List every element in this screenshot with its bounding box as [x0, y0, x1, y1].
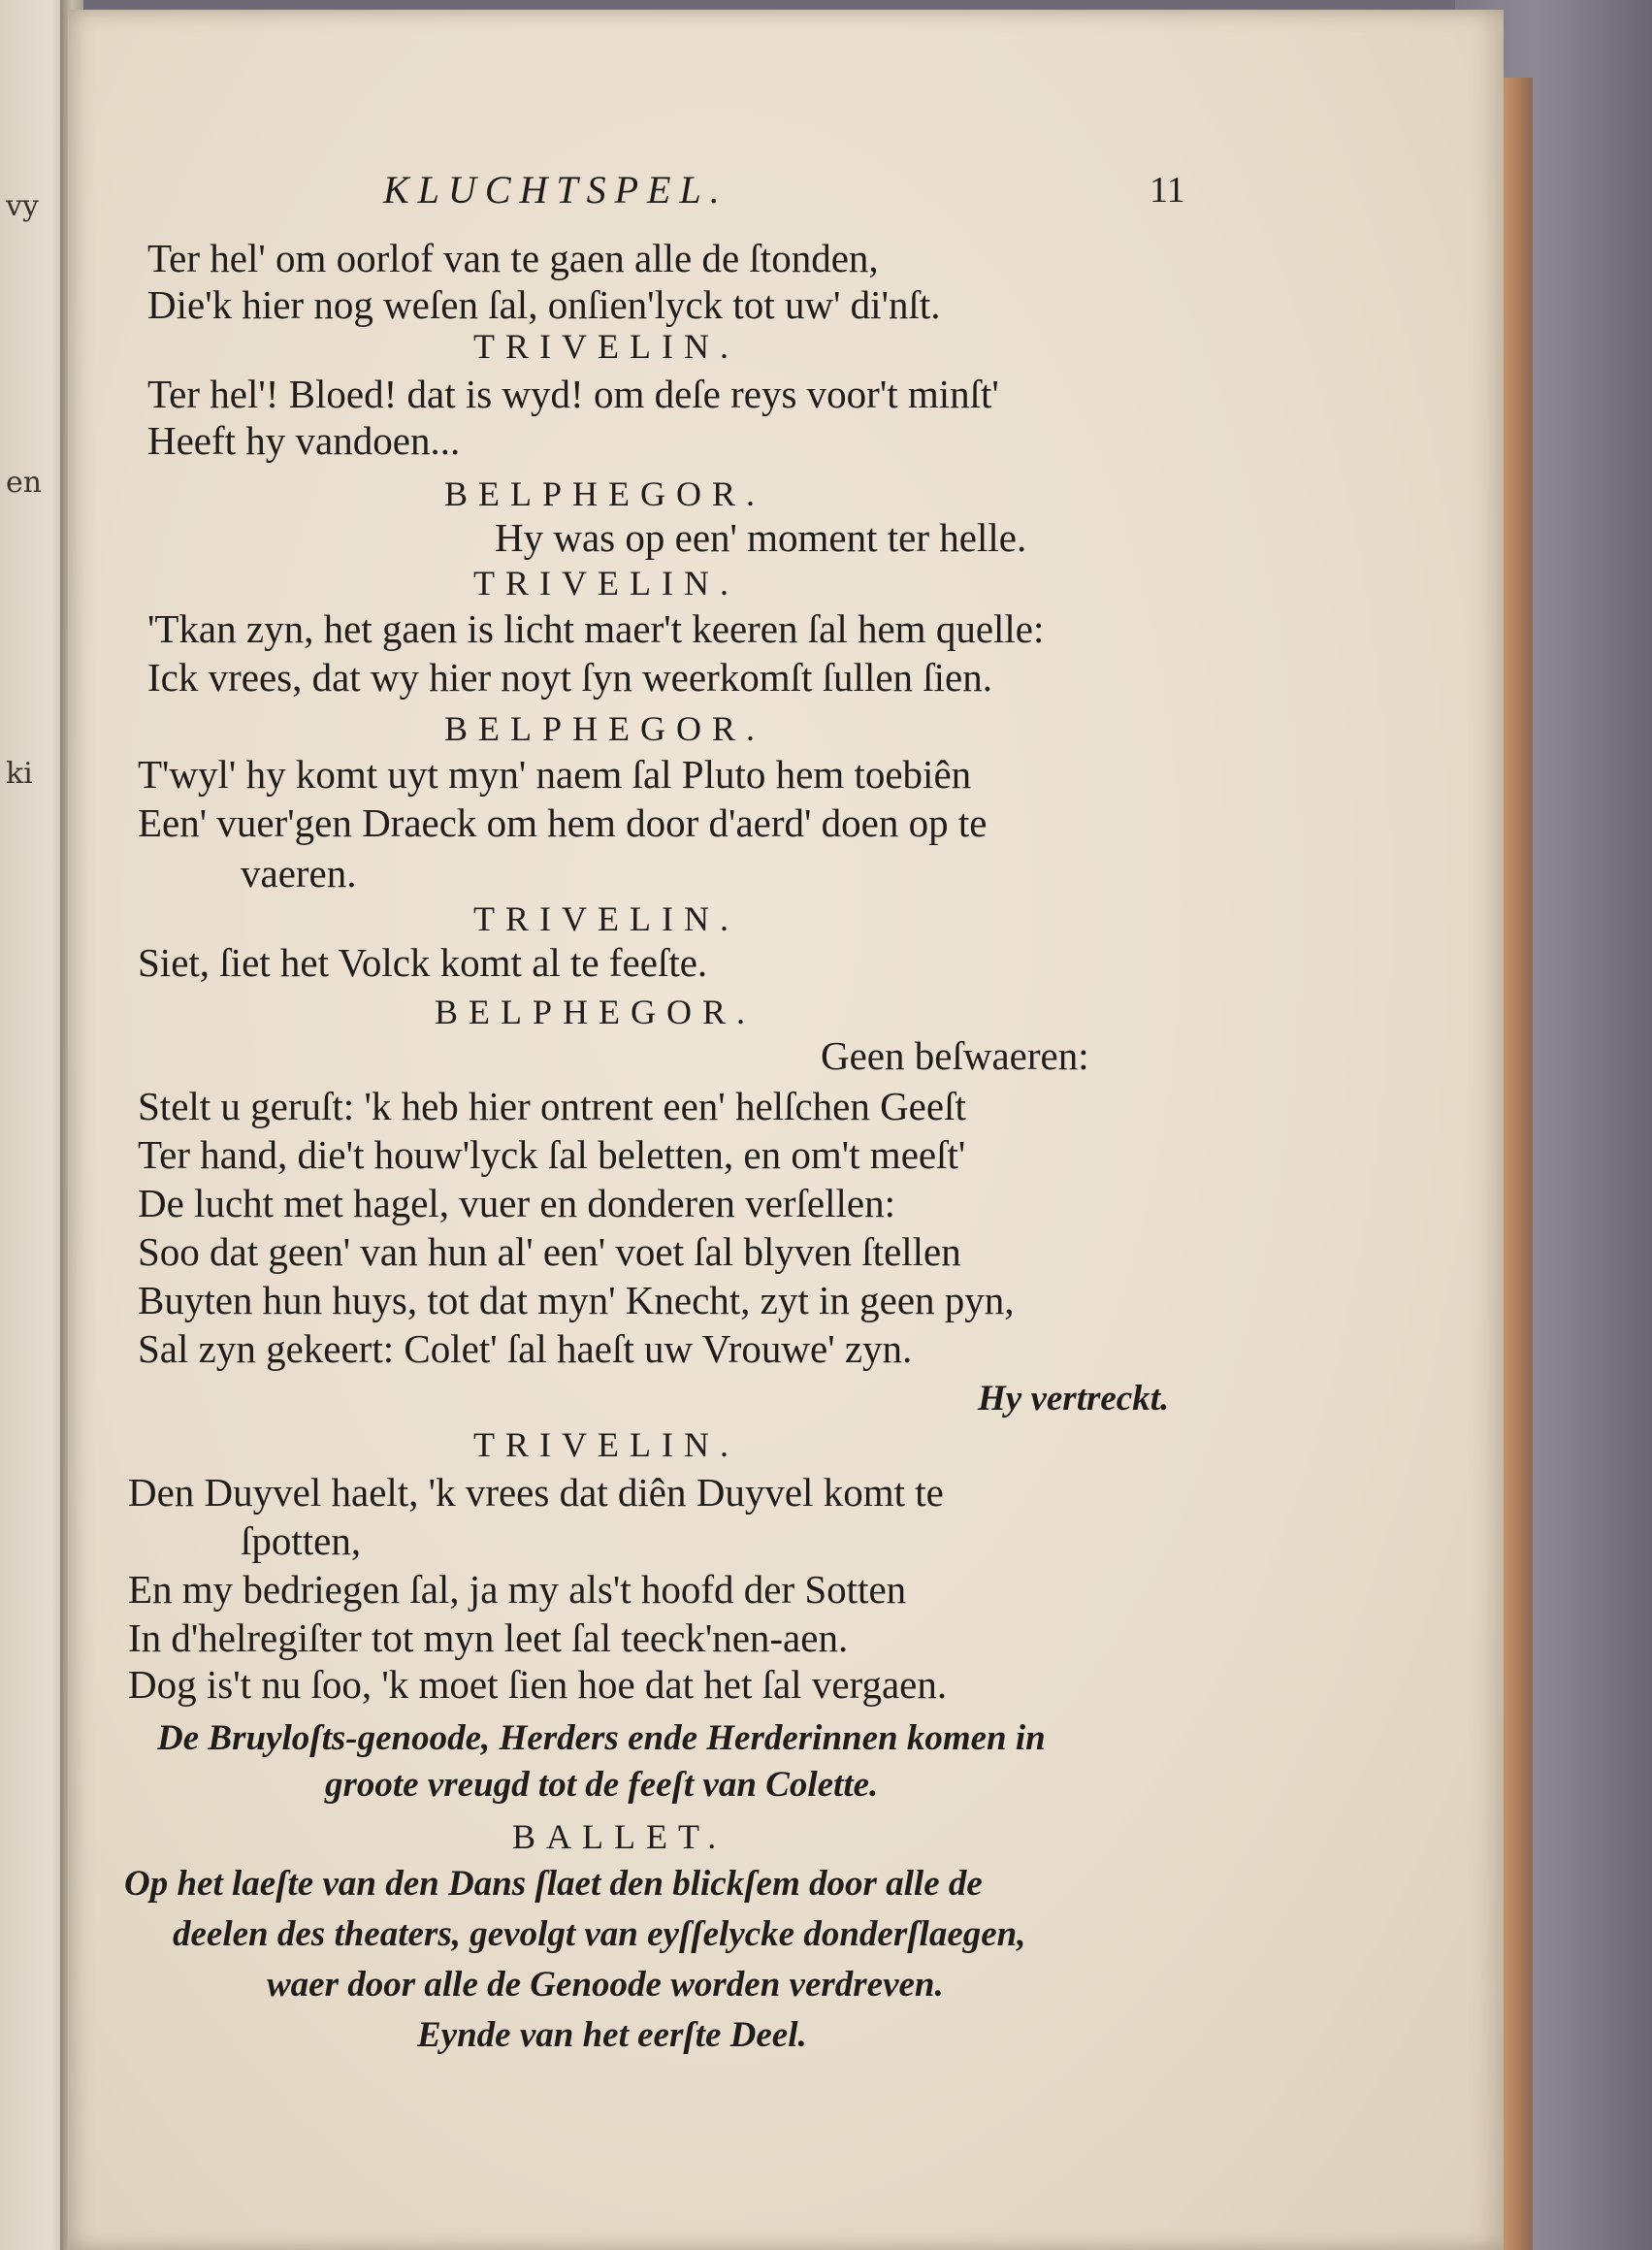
- verse-line: Sal zyn gekeert: Colet' ſal haeſt uw Vrouwe' zyn.: [138, 1326, 913, 1371]
- speaker-name: BELPHEGOR.: [444, 709, 766, 748]
- verse-line: Ick vrees, dat wy hier noyt ſyn weerkomſt ſullen ſien.: [147, 655, 993, 700]
- verse-line: En my bedriegen ſal, ja my als't hoofd der Sotten: [128, 1567, 907, 1612]
- verse-line: Een' vuer'gen Draeck om hem door d'aerd' doen op te: [138, 800, 988, 845]
- facing-page-fragment: vy: [6, 189, 39, 223]
- verse-line: 'Tkan zyn, het gaen is licht maer't keeren ſal hem quelle:: [147, 606, 1045, 651]
- verse-line: De lucht met hagel, vuer en donderen verſellen:: [138, 1181, 895, 1225]
- stage-direction: De Bruyloſts-genoode, Herders ende Herderinnen komen in: [157, 1718, 1046, 1758]
- speaker-name: TRIVELIN.: [473, 899, 739, 938]
- verse-line: In d'helregiſter tot myn leet ſal teeck'nen-aen.: [128, 1615, 849, 1660]
- stage-direction: deelen des theaters, gevolgt van eyſſelycke donderſlaegen,: [173, 1914, 1026, 1954]
- verse-line: Siet, ſiet het Volck komt al te feeſte.: [138, 940, 708, 985]
- page-number: 11: [1150, 170, 1185, 211]
- verse-line: Die'k hier nog weſen ſal, onſien'lyck tot uw' di'nſt.: [147, 282, 941, 327]
- end-of-part: Eynde van het eerſte Deel.: [417, 2015, 807, 2055]
- verse-line: vaeren.: [241, 851, 357, 896]
- verse-line: Heeft hy vandoen...: [147, 418, 461, 463]
- verse-line: Stelt u geruſt: 'k heb hier ontrent een' helſchen Geeſt: [138, 1084, 966, 1128]
- facing-page-fragment: ki: [6, 757, 33, 791]
- speaker-name: TRIVELIN.: [473, 327, 739, 366]
- book-page: [68, 10, 1504, 2250]
- verse-line: Hy was op een' moment ter helle.: [495, 515, 1027, 560]
- speaker-name: BELPHEGOR.: [435, 993, 757, 1031]
- verse-line: Den Duyvel haelt, 'k vrees dat diên Duyvel komt te: [128, 1470, 944, 1515]
- section-heading-ballet: BALLET.: [512, 1817, 728, 1856]
- speaker-name: TRIVELIN.: [473, 1425, 739, 1464]
- verse-line: ſpotten,: [241, 1518, 362, 1563]
- running-head: KLUCHTSPEL.: [383, 168, 729, 212]
- verse-line: Buyten hun huys, tot dat myn' Knecht, zyt in geen pyn,: [138, 1278, 1015, 1322]
- verse-line: Soo dat geen' van hun al' een' voet ſal blyven ſtellen: [138, 1229, 961, 1274]
- speaker-name: TRIVELIN.: [473, 564, 739, 603]
- stage-direction: groote vreugd tot de feeſt van Colette.: [325, 1765, 879, 1805]
- speaker-name: BELPHEGOR.: [444, 474, 766, 513]
- verse-line: Geen beſwaeren:: [821, 1033, 1089, 1078]
- verse-line: Ter hel'! Bloed! dat is wyd! om deſe reys voor't minſt': [147, 372, 999, 416]
- stage-direction: Op het laeſte van den Dans ſlaet den blickſem door alle de: [124, 1864, 983, 1904]
- stage-direction: Hy vertreckt.: [978, 1379, 1170, 1418]
- verse-line: Ter hand, die't houw'lyck ſal beletten, en om't meeſt': [138, 1132, 966, 1177]
- stage-direction: waer door alle de Genoode worden verdreven.: [267, 1965, 944, 2005]
- verse-line: Dog is't nu ſoo, 'k moet ſien hoe dat het ſal vergaen.: [128, 1662, 948, 1707]
- facing-page-fragment: en: [6, 466, 43, 500]
- verse-line: T'wyl' hy komt uyt myn' naem ſal Pluto hem toebiên: [138, 752, 972, 797]
- verse-line: Ter hel' om oorlof van te gaen alle de ſtonden,: [147, 236, 879, 280]
